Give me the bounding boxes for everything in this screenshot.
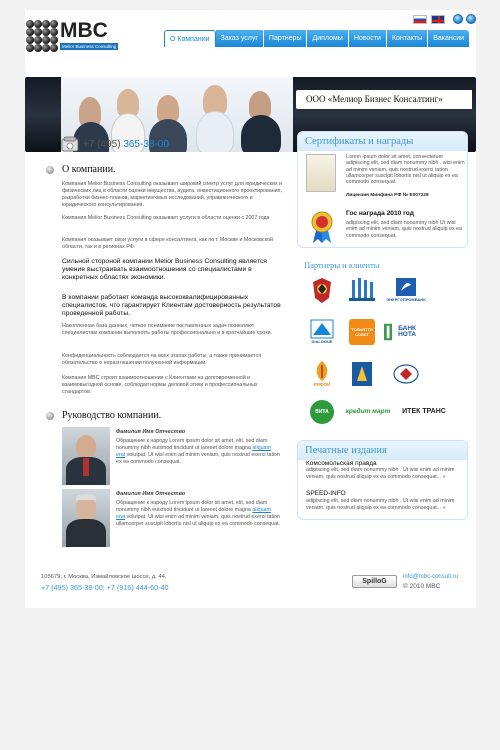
print-heading: Печатные издания (298, 441, 467, 460)
certificate-item[interactable] (306, 154, 466, 198)
license-image (306, 154, 336, 192)
partners-heading: Партнеры и клиенты (304, 260, 380, 270)
partner-name: ТОЛЬЯТТИ СОВЕТ (349, 319, 375, 345)
language-switcher (413, 15, 445, 24)
manager-card (62, 489, 284, 547)
manager-photo (62, 489, 110, 547)
nav-item-about[interactable]: О Компании (164, 30, 216, 47)
nav-item-diplomas[interactable]: Дипломы (307, 30, 348, 47)
manager-name: Фамилия Имя Отчество (116, 429, 186, 435)
logo-text: MBC (60, 19, 108, 42)
certificates-box (297, 131, 468, 248)
bullet-icon (46, 166, 54, 174)
about-paragraph: Компания MBC строит взаимоотношения с Клиентами на долговременной и взаимовыгодной основе, соблюдая нормы деловой этики и профессиональных стандартов. (62, 375, 258, 395)
mail-icon[interactable] (466, 14, 476, 24)
manager-name: Фамилия Имя Отчество (116, 491, 186, 497)
partner-logo-energoprombank[interactable] (388, 275, 424, 305)
about-paragraph-strong: Сильной стороной компании Melior Business Consulting является умение выстраивать взаимоотношения со специалистами в конкретных областях экономики. (62, 258, 267, 281)
bullet-icon (46, 412, 54, 420)
partner-logo-tolyatti[interactable] (344, 317, 380, 347)
manager-link[interactable]: aliquam erat (116, 507, 271, 520)
partner-name: ЭНЕРГОПРОМБАНК (386, 297, 426, 302)
studio-logo[interactable]: SpilloG (352, 575, 397, 588)
partner-name: ИТЕК ТРАНС (402, 408, 446, 415)
footer-copyright: © 2010 MBC (403, 583, 441, 590)
certificates-heading: Сертификаты и награды (298, 132, 467, 151)
about-paragraph: Компания Melior Business Consulting оказывает услуги в области оценки с 2007 года (62, 215, 270, 221)
nav-item-contacts[interactable]: Контакты (387, 30, 428, 47)
nav-item-news[interactable]: Новости (349, 30, 387, 47)
manager-photo (62, 427, 110, 485)
nav-item-vacancies[interactable]: Вакансии (428, 30, 469, 47)
manager-card (62, 427, 284, 485)
partner-logo[interactable] (304, 275, 340, 305)
partner-name: БАНК НОТА (398, 325, 417, 338)
medal-icon (310, 210, 334, 244)
main-nav (164, 30, 469, 47)
partner-logo-kreditmart[interactable] (344, 397, 392, 427)
nav-item-partners[interactable]: Партнеры (264, 30, 308, 47)
phone-icon (61, 136, 79, 152)
banner-phone (61, 136, 169, 152)
about-paragraph-strong: В компании работает команда высококвалифицированных специалистов, что гарантирует Клиентам достоверность результатов проведенной работы. (62, 294, 281, 317)
about-paragraph: Компания Melior Business Consulting оказывает широкий спектр услуг для юридических и физических лиц в области оценки имущества, аудита, инвестиционного проектирования, разработки бизнес-планов, маркетинговых исследований, управленческого и юридического консультирования. (62, 181, 282, 208)
about-heading: О компании. (62, 164, 116, 175)
english-flag-icon[interactable] (431, 15, 445, 24)
partner-name: DIALOGUE (311, 339, 333, 344)
header-icons (453, 14, 476, 24)
partner-logo-rifoy[interactable] (304, 359, 340, 389)
award-text: adipiscing elit, sed diam nonummy nibh Ut wisi enim ad minim veniam, quis nostrud aliquip ex ea commodo consequat. (346, 220, 463, 239)
manager-link[interactable]: aliquam erat (116, 445, 271, 458)
print-item-text: adipiscing elit, sed diam nonummy nibh . Ut wisi enim ad minim veniam, quis nostrud aliquip ex ea commodo consequat... » (306, 498, 455, 511)
certificate-text: Lorem ipsum dolor sit amet, consectetuer adipiscing elit, sed diam nonummy nibh . wisi enim ad minim veniam, quis nostrud exerci tation ullamcorper suscipit lobortis nisl ut aliquip ex ea commodo consequat. (346, 154, 465, 186)
logo-subtitle: Melior Business Consulting (62, 44, 117, 49)
footer-email-link[interactable]: info@mbc-consult.ru (403, 574, 459, 580)
logo-balls-icon (26, 20, 58, 52)
print-item-text: adipiscing elit, sed diam nonummy nibh . Ut wisi enim ad minim veniam, quis nostrud aliquip ex ea commodo consequat... » (306, 467, 455, 480)
nav-item-order[interactable]: Заказ услуг (216, 30, 264, 47)
footer-address: 105679, г. Москва, Измайловское шоссе, д. 44. (41, 574, 167, 580)
certificate-caption: Лицензия Минфина РФ № Е007228 (346, 193, 429, 198)
partner-name: кредит март (345, 408, 391, 415)
partner-logo-vita[interactable] (304, 397, 340, 427)
logo[interactable] (26, 19, 117, 52)
partner-logo[interactable] (388, 359, 424, 389)
partner-logo[interactable] (344, 359, 380, 389)
award-title: Гос награда 2010 год (346, 210, 414, 217)
print-item-title[interactable]: Комсомольская правда (306, 460, 377, 467)
partner-logo-bank-nota[interactable] (384, 317, 420, 347)
partner-logo-dialogue[interactable] (304, 317, 340, 347)
company-title: ООО «Мелиор Бизнес Консалтинг» (296, 90, 472, 109)
phone-number: +7 (495) 365-38-00 (83, 138, 169, 150)
management-heading: Руководство компании. (62, 410, 162, 421)
about-paragraph: Конфиденциальность соблюдается на всех этапах работы, а также принимается обязательство о неразглашении полученной информации. (62, 353, 262, 366)
partner-logo-itek[interactable] (402, 397, 446, 427)
partner-logo[interactable] (344, 275, 380, 305)
manager-text: Обращение к народу Lorem ipsum dolor sit amet, elit, sed diam nonummy nibh euismod tincidunt ut laoreet dolore magna aliquam erat volutpat. Ut wisi enim ad minim veniam, quis nostrud exerci tation ullamcorper suscipit lobortis nisl ut aliquip ex ea commodo consequat. (116, 500, 280, 527)
manager-text: Обращение к народу Lorem ipsum dolor sit amet, elit, sed diam nonummy nibh euismod tincidunt ut laoreet dolore magna aliquam erat volutpat. Ut wisi enim ad minim veniam, quis nostrud exerci tation ex ea commodo consequat. (116, 438, 280, 465)
about-paragraph: Накопленная база данных, четкое понимание поставленных задач позволяют специалистам компании выполнять работы профессионально и в кратчайшие сроки. (62, 323, 273, 336)
home-icon[interactable] (453, 14, 463, 24)
partner-name: ВИТА (310, 400, 334, 424)
footer-phones: +7 (495) 365-38-00; +7 (916) 444-60-40 (41, 583, 169, 592)
partner-name: РИФОЙ (313, 382, 331, 387)
print-item-title[interactable]: SPEED-INFO (306, 490, 346, 497)
russian-flag-icon[interactable] (413, 15, 427, 24)
award-item[interactable] (306, 210, 466, 246)
about-paragraph: Компания оказывает свои услуги в сфере консалтинга, как по г. Москве и Московской области, так и в регионах РФ. (62, 237, 273, 250)
